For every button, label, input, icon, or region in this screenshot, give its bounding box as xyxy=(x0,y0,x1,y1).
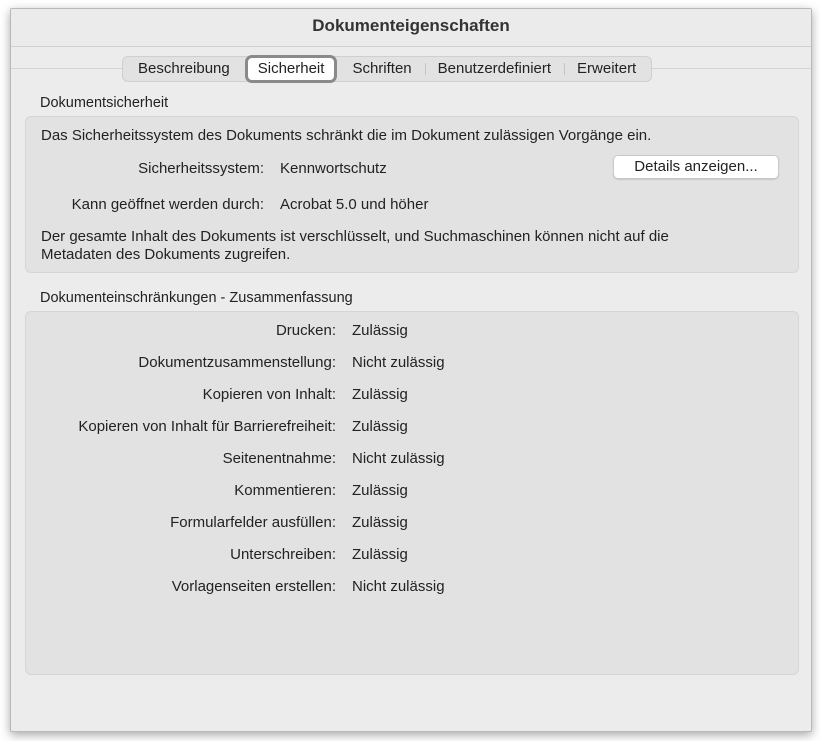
show-details-button[interactable]: Details anzeigen... xyxy=(613,155,779,179)
restriction-value: Zulässig xyxy=(352,482,408,499)
tab-sicherheit[interactable]: Sicherheit xyxy=(245,55,338,83)
restriction-value: Nicht zulässig xyxy=(352,578,445,595)
security-system-label: Sicherheitssystem: xyxy=(138,160,264,177)
security-panel xyxy=(25,116,799,273)
restriction-label: Seitenentnahme: xyxy=(222,450,336,467)
restriction-value: Zulässig xyxy=(352,386,408,403)
security-description: Das Sicherheitssystem des Dokuments schränkt die im Dokument zulässigen Vorgänge ein. xyxy=(41,127,652,144)
encryption-note-line1: Der gesamte Inhalt des Dokuments ist verschlüsselt, und Suchmaschinen können nicht auf die xyxy=(41,228,669,245)
restriction-value: Zulässig xyxy=(352,514,408,531)
tab-benutzerdefiniert[interactable]: Benutzerdefiniert xyxy=(425,57,564,81)
tab-bar xyxy=(122,56,652,82)
tab-schriften[interactable]: Schriften xyxy=(352,60,412,77)
restriction-label: Formularfelder ausfüllen: xyxy=(170,514,336,531)
encryption-note-line2: Metadaten des Dokuments zugreifen. xyxy=(41,246,291,263)
dialog-title: Dokumenteigenschaften xyxy=(11,9,811,47)
restrictions-panel xyxy=(25,311,799,675)
restriction-label: Drucken: xyxy=(275,322,336,339)
security-system-value: Kennwortschutz xyxy=(280,160,387,177)
opened-by-value: Acrobat 5.0 und höher xyxy=(280,196,429,213)
restriction-value: Zulässig xyxy=(352,546,408,563)
restriction-label: Dokumentzusammenstellung: xyxy=(138,354,336,371)
restriction-label: Kopieren von Inhalt: xyxy=(202,386,336,403)
tab-beschreibung[interactable]: Beschreibung xyxy=(138,60,230,77)
restriction-label: Kommentieren: xyxy=(234,482,336,499)
security-section-heading: Dokumentsicherheit xyxy=(40,95,169,111)
restriction-label: Kopieren von Inhalt für Barrierefreiheit: xyxy=(78,418,336,435)
tab-erweitert[interactable]: Erweitert xyxy=(564,57,649,81)
restriction-value: Nicht zulässig xyxy=(352,354,445,371)
restriction-value: Nicht zulässig xyxy=(352,450,445,467)
restriction-value: Zulässig xyxy=(352,322,408,339)
document-properties-dialog xyxy=(10,8,812,732)
restrictions-section-heading: Dokumenteinschränkungen - Zusammenfassung xyxy=(40,290,353,306)
opened-by-label: Kann geöffnet werden durch: xyxy=(71,196,264,213)
restriction-label: Vorlagenseiten erstellen: xyxy=(171,578,336,595)
restriction-value: Zulässig xyxy=(352,418,408,435)
restriction-label: Unterschreiben: xyxy=(230,546,336,563)
